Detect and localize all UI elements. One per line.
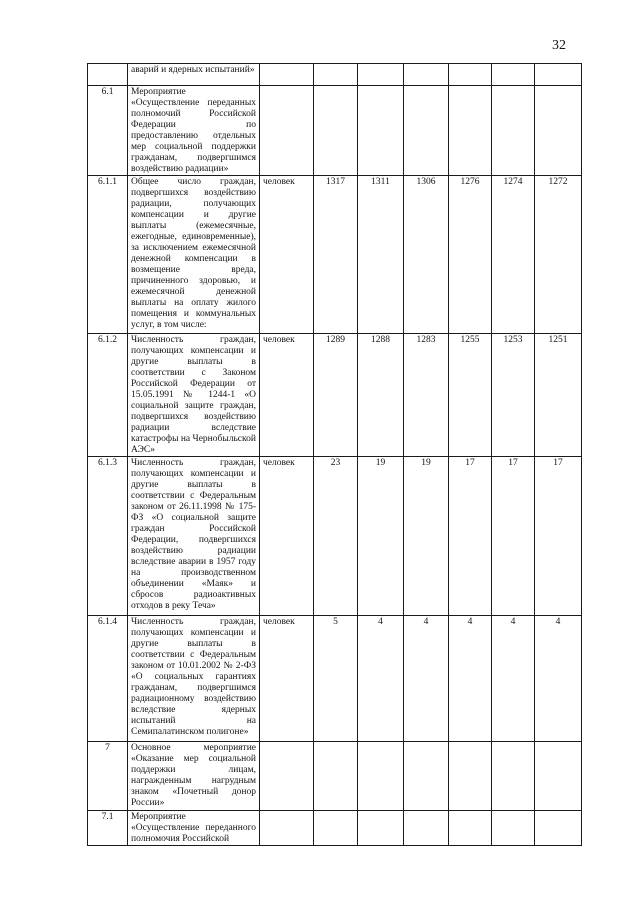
value-cell bbox=[449, 811, 492, 846]
row-unit bbox=[260, 742, 314, 811]
table-row bbox=[88, 64, 582, 86]
value-cell: 4 bbox=[358, 616, 404, 742]
value-cell: 17 bbox=[492, 457, 535, 616]
value-cell: 19 bbox=[404, 457, 449, 616]
row-description: Общее число граждан, подвергшихся воздействию радиации, получающих компенсации и другие выплаты (ежемесячные, ежегодные, единовременные), за исключением ежемесячной денежной компенсации в возмещение вреда, причиненного здоровью, и ежемесячной денежной выплаты на оплату жилого помещения и коммунальных услуг, в том числе: bbox=[128, 176, 260, 334]
value-cell bbox=[492, 86, 535, 176]
value-cell: 17 bbox=[449, 457, 492, 616]
value-cell bbox=[314, 64, 358, 86]
row-unit bbox=[260, 64, 314, 86]
value-cell bbox=[449, 742, 492, 811]
row-description: Мероприятие «Осуществление переданного полномочия Российской bbox=[128, 811, 260, 846]
value-cell: 1289 bbox=[314, 334, 358, 457]
row-unit: человек bbox=[260, 616, 314, 742]
value-cell bbox=[404, 86, 449, 176]
value-cell bbox=[404, 742, 449, 811]
value-cell bbox=[358, 742, 404, 811]
value-cell bbox=[492, 64, 535, 86]
value-cell bbox=[404, 64, 449, 86]
row-description: Численность граждан, получающих компенсации и другие выплаты в соответствии с Законом Российской Федерации от 15.05.1991 № 1244-1 «О социальной защите граждан, подвергшихся воздействию радиации вследствие катастрофы на Чернобыльской АЭС» bbox=[128, 334, 260, 457]
value-cell: 1251 bbox=[535, 334, 582, 457]
row-unit: человек bbox=[260, 457, 314, 616]
row-description: аварий и ядерных испытаний» bbox=[128, 64, 260, 86]
value-cell: 4 bbox=[449, 616, 492, 742]
value-cell bbox=[314, 742, 358, 811]
row-number bbox=[88, 64, 128, 86]
value-cell bbox=[535, 64, 582, 86]
value-cell: 17 bbox=[535, 457, 582, 616]
row-number: 6.1.3 bbox=[88, 457, 128, 616]
value-cell: 1317 bbox=[314, 176, 358, 334]
value-cell: 1274 bbox=[492, 176, 535, 334]
value-cell bbox=[358, 64, 404, 86]
row-unit bbox=[260, 86, 314, 176]
value-cell: 4 bbox=[492, 616, 535, 742]
value-cell: 4 bbox=[404, 616, 449, 742]
value-cell: 5 bbox=[314, 616, 358, 742]
value-cell: 1253 bbox=[492, 334, 535, 457]
table-row bbox=[88, 616, 582, 742]
value-cell: 1288 bbox=[358, 334, 404, 457]
table-row bbox=[88, 742, 582, 811]
row-description: Численность граждан, получающих компенсации и другие выплаты в соответствии с Федеральным законом от 26.11.1998 № 175-ФЗ «О социальной защите граждан Российской Федерации, подвергшихся воздействию радиации вследствие аварии в 1957 году на производственном объединении «Маяк» и сбросов радиоактивных отходов в реку Теча» bbox=[128, 457, 260, 616]
value-cell bbox=[449, 64, 492, 86]
row-number: 7 bbox=[88, 742, 128, 811]
value-cell: 19 bbox=[358, 457, 404, 616]
value-cell: 1306 bbox=[404, 176, 449, 334]
value-cell: 1311 bbox=[358, 176, 404, 334]
row-unit: человек bbox=[260, 176, 314, 334]
value-cell: 1272 bbox=[535, 176, 582, 334]
value-cell bbox=[358, 86, 404, 176]
value-cell bbox=[314, 811, 358, 846]
value-cell bbox=[404, 811, 449, 846]
value-cell: 4 bbox=[535, 616, 582, 742]
value-cell bbox=[449, 86, 492, 176]
value-cell: 1255 bbox=[449, 334, 492, 457]
table-row bbox=[88, 86, 582, 176]
row-number: 6.1 bbox=[88, 86, 128, 176]
value-cell: 1276 bbox=[449, 176, 492, 334]
row-number: 7.1 bbox=[88, 811, 128, 846]
value-cell bbox=[492, 811, 535, 846]
value-cell bbox=[535, 742, 582, 811]
value-cell bbox=[535, 811, 582, 846]
row-description: Мероприятие «Осуществление переданных полномочий Российской Федерации по предоставлению отдельных мер социальной поддержки гражданам, подвергшимся воздействию радиации» bbox=[128, 86, 260, 176]
row-number: 6.1.4 bbox=[88, 616, 128, 742]
row-description: Численность граждан, получающих компенсации и другие выплаты в соответствии с Федеральным законом от 10.01.2002 № 2-ФЗ «О социальных гарантиях гражданам, подвергшимся радиационному воздействию вследствие ядерных испытаний на Семипалатинском полигоне» bbox=[128, 616, 260, 742]
value-cell bbox=[314, 86, 358, 176]
value-cell: 23 bbox=[314, 457, 358, 616]
table-row bbox=[88, 334, 582, 457]
value-cell bbox=[535, 86, 582, 176]
row-description: Основное мероприятие «Оказание мер социальной поддержки лицам, награжденным нагрудным знаком «Почетный донор России» bbox=[128, 742, 260, 811]
table-row bbox=[88, 811, 582, 846]
page-number: 32 bbox=[552, 38, 566, 53]
indicators-table bbox=[87, 63, 582, 846]
value-cell: 1283 bbox=[404, 334, 449, 457]
table-row bbox=[88, 176, 582, 334]
row-unit bbox=[260, 811, 314, 846]
value-cell bbox=[358, 811, 404, 846]
table-row bbox=[88, 457, 582, 616]
row-number: 6.1.1 bbox=[88, 176, 128, 334]
value-cell bbox=[492, 742, 535, 811]
row-unit: человек bbox=[260, 334, 314, 457]
row-number: 6.1.2 bbox=[88, 334, 128, 457]
